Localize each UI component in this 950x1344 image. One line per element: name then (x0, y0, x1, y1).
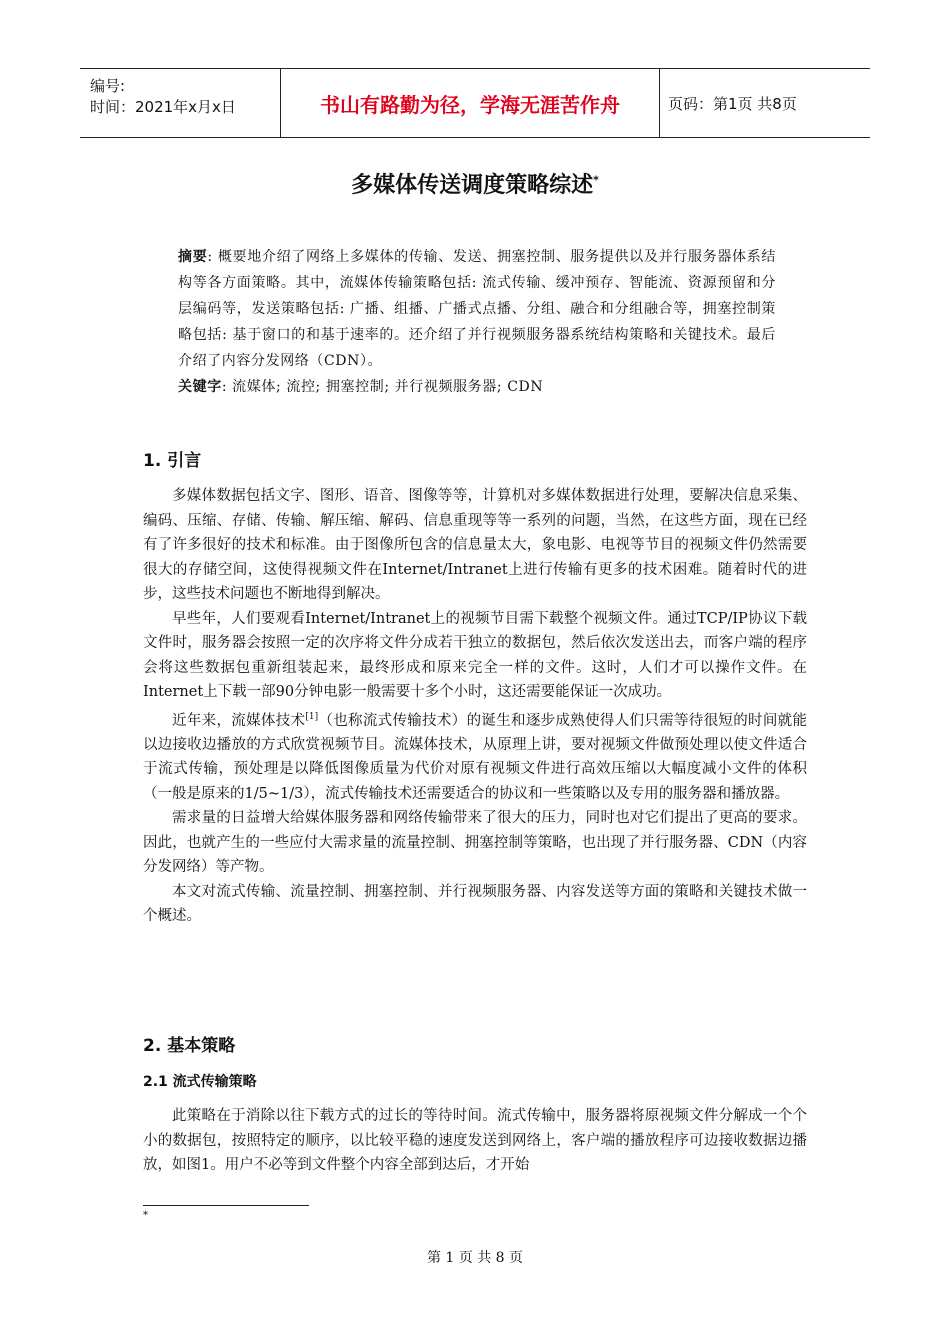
paragraph-3-rest: （也称流式传输技术）的诞生和逐步成熟使得人们只需等待很短的时间就能以边接收边播放的方式欣赏视频节目。流媒体技术，从原理上讲，要对视频文件做预处理以使文件适合于流式传输，预处理是以降低图像质量为代价对原有视频文件进行高效压缩以大幅度减小文件的体积（一般是原来的1/5~1/3），流式传输技术还需要适合的协议和一些策略以及专用的服务器和播放器。 (143, 712, 808, 802)
citation-ref[interactable]: [1] (305, 711, 319, 722)
section-1-paragraph-5: 本文对流式传输、流量控制、拥塞控制、并行视频服务器、内容发送等方面的策略和关键技术做一个概述。 (143, 883, 807, 925)
section-2-heading: 2. 基本策略 (143, 1036, 236, 1056)
abstract-paragraph (178, 244, 776, 374)
section-2-1-paragraph-1: 此策略在于消除以往下载方式的过长的等待时间。流式传输中，服务器将原视频文件分解成一个个小的数据包，按照特定的顺序，以比较平稳的速度发送到网络上，客户端的播放程序可边接收数据边播放，如图1。用户不必等到文件整个内容全部到达后，才开始 (143, 1108, 807, 1173)
header-page-label: 页码：第1页 共8页 (668, 94, 797, 113)
header-motto: 书山有路勤为径，学海无涯苦作舟 (281, 69, 660, 137)
header-meta (80, 69, 281, 137)
keywords-line (178, 374, 776, 400)
section-1-body (143, 484, 807, 929)
abstract-label: 摘要 (178, 249, 208, 265)
page-footer: 第 1 页 共 8 页 (426, 1250, 524, 1266)
page-header (80, 68, 870, 138)
keywords-text: : 流媒体; 流控; 拥塞控制; 并行视频服务器; CDN (221, 379, 544, 395)
section-2-1-body (143, 1104, 807, 1178)
paragraph-3-start: 近年来，流媒体技术 (172, 712, 306, 729)
document-title (0, 168, 950, 199)
keywords-label: 关键字 (178, 379, 222, 395)
section-1-paragraph-1: 多媒体数据包括文字、图形、语音、图像等等，计算机对多媒体数据进行处理，要解决信息采集、编码、压缩、存储、传输、解压缩、解码、信息重现等等一系列的问题，当然，在这些方面，现在已经有了许多很好的技术和标准。由于图像所包含的信息量太大，象电影、电视等节目的视频文件仍然需要很大的存储空间，这使得视频文件在Internet/Intranet上进行传输有更多的技术困难。随着时代的进步，这些技术问题也不断地得到解决。 (143, 488, 807, 602)
footnote-divider (143, 1205, 309, 1206)
number-label: 编号: (90, 77, 126, 95)
section-2-1-heading: 2.1 流式传输策略 (143, 1074, 257, 1090)
footnote-mark: * (143, 1210, 148, 1221)
time-label: 时间：2021年x月x日 (90, 98, 236, 116)
section-1-paragraph-4: 需求量的日益增大给媒体服务器和网络传输带来了很大的压力，同时也对它们提出了更高的要求。因此，也就产生的一些应付大需求量的流量控制、拥塞控制等策略，也出现了并行服务器、CDN（内容分发网络）等产物。 (143, 810, 807, 876)
abstract-text: : 概要地介绍了网络上多媒体的传输、发送、拥塞控制、服务提供以及并行服务器体系结构等各方面策略。其中，流媒体传输策略包括: 流式传输、缓冲预存、智能流、资源预留和分层编码等，发送策略包括: 广播、组播、广播式点播、分组、融合和分组融合等，拥塞控制策略包括: 基于窗口的和基于速率的。还介绍了并行视频服务器系统结构策略和关键技术。最后介绍了内容分发网络（CDN）。 (178, 249, 776, 369)
title-text: 多媒体传送调度策略综述 (351, 173, 594, 198)
abstract (178, 244, 776, 400)
section-1-heading: 1. 引言 (143, 451, 202, 471)
title-footnote-mark: * (593, 173, 599, 187)
section-1-paragraph-2: 早些年，人们要观看Internet/Intranet上的视频节目需下载整个视频文件。通过TCP/IP协议下载文件时，服务器会按照一定的次序将文件分成若干独立的数据包，然后依次发送出去，而客户端的程序会将这些数据包重新组装起来，最终形成和原来完全一样的文件。这时，人们才可以操作文件。在Internet上下载一部90分钟电影一般需要十多个小时，这还需要能保证一次成功。 (143, 610, 807, 700)
section-1-paragraph-3 (143, 705, 807, 807)
